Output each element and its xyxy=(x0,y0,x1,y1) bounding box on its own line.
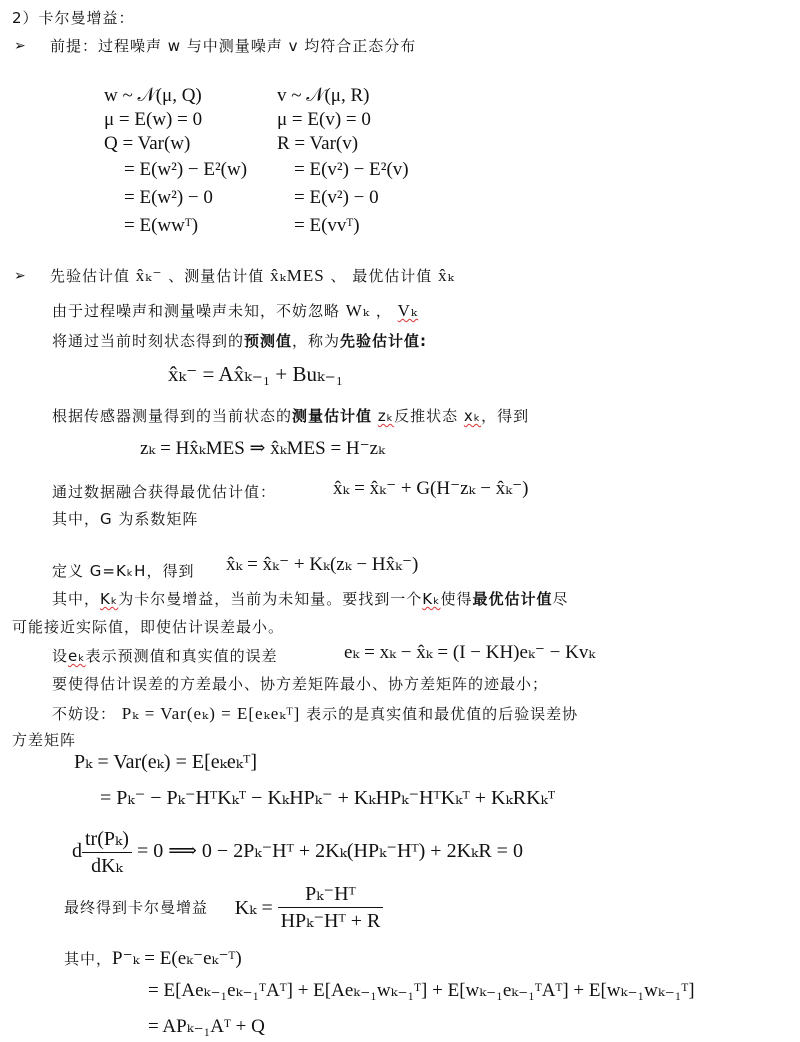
p-minus-eq: P⁻ₖ = E(eₖ⁻eₖ⁻ᵀ) xyxy=(112,948,242,969)
para-posterior xyxy=(52,704,578,724)
para-posterior-text1: 不妨设： xyxy=(52,705,117,723)
bold-measurement-estimate: 测量估计值 xyxy=(292,407,373,425)
final-gain-row xyxy=(64,882,383,933)
eq-v-line-2: μ = E(v) = 0 xyxy=(277,109,371,130)
eq-v-line-6: = E(vvᵀ) xyxy=(294,215,360,236)
eq-measurement: zₖ = Hx̂ₖMES ⇒ x̂ₖMES = H⁻zₖ xyxy=(140,438,386,459)
estimates-sep-2: 、 最优估计值 xyxy=(330,267,433,285)
prior-estimate-symbol: x̂ₖ⁻ xyxy=(135,266,163,285)
para-fusion: 通过数据融合获得最优估计值： xyxy=(52,483,277,501)
premise-text: 前提：过程噪声 w 与中测量噪声 v 均符合正态分布 xyxy=(50,37,417,55)
eq-w-line-3: Q = Var(w) xyxy=(104,133,191,154)
eq-v-line-4: = E(v²) − E²(v) xyxy=(294,159,409,180)
eq-optimal-estimate: x̂ₖ = x̂ₖ⁻ + Kₖ(zₖ − Hx̂ₖ⁻) xyxy=(226,554,419,575)
bold-prior-estimate: 先验估计值: xyxy=(340,332,428,350)
para-prior-text: 将通过当前时刻状态得到的 xyxy=(52,332,245,350)
estimates-sep-1: 、测量估计值 xyxy=(168,267,265,285)
comma: ， xyxy=(375,302,392,320)
eq-w-line-6: = E(wwᵀ) xyxy=(124,215,199,236)
para-posterior-line2: 方差矩阵 xyxy=(12,731,77,749)
final-gain-numerator: Pₖ⁻Hᵀ xyxy=(278,882,384,908)
optimal-estimate-symbol: x̂ₖ xyxy=(438,266,455,285)
eq-v-line-1: v ~ 𝒩(μ, R) xyxy=(277,85,370,106)
para-error-definition xyxy=(52,647,278,665)
eq-v-line-5: = E(v²) − 0 xyxy=(294,187,379,208)
bullet-icon: ➢ xyxy=(14,268,26,284)
eq-w-line-2: μ = E(w) = 0 xyxy=(104,109,203,130)
para-ignore-noise xyxy=(52,301,418,321)
para-ignore-noise-text: 由于过程噪声和测量噪声未知，不妨忽略 xyxy=(52,302,341,320)
para-kalman-gain xyxy=(52,590,569,608)
para-measurement-text: 根据传感器测量得到的当前状态的 xyxy=(52,407,293,425)
deriv-numerator: tr(Pₖ) xyxy=(82,827,132,853)
para-posterior-text2: 表示的是真实值和最优值的后验误差协 xyxy=(306,705,579,723)
k-symbol: Kₖ xyxy=(100,590,119,608)
eq-v-line-3: R = Var(v) xyxy=(277,133,359,154)
measurement-estimate-symbol: x̂ₖMES xyxy=(270,266,325,285)
eq-posterior-inline: Pₖ = Var(eₖ) = E[eₖeₖᵀ] xyxy=(121,704,301,723)
deriv-fraction xyxy=(82,827,132,878)
deriv-d: d xyxy=(72,840,82,863)
v-symbol: Vₖ xyxy=(397,301,419,320)
para-error-text1: 设 xyxy=(52,647,69,665)
eq-p-line-2: = Pₖ⁻ − Pₖ⁻HᵀKₖᵀ − KₖHPₖ⁻ + KₖHPₖ⁻HᵀKₖᵀ + KₖRKₖᵀ xyxy=(100,787,556,809)
bullet-icon: ➢ xyxy=(14,38,26,54)
eq-w-line-4: = E(w²) − E²(w) xyxy=(124,159,248,180)
deriv-rest: = 0 ⟹ 0 − 2Pₖ⁻Hᵀ + 2Kₖ(HPₖ⁻Hᵀ) + 2KₖR = 0 xyxy=(136,840,523,863)
para-coefficient: 其中，G 为系数矩阵 xyxy=(52,510,199,528)
eq-p-line-1: Pₖ = Var(eₖ) = E[eₖeₖᵀ] xyxy=(74,751,257,773)
eq-w-line-5: = E(w²) − 0 xyxy=(124,187,213,208)
para-minimize: 要使得估计误差的方差最小、协方差矩阵最小、协方差矩阵的迹最小； xyxy=(52,675,549,693)
k-symbol: Kₖ xyxy=(422,590,441,608)
para-define-g: 定义 G=KₖH，得到 xyxy=(52,562,195,580)
para-error-text2: 表示预测值和真实值的误差 xyxy=(85,647,278,665)
final-gain-denominator: HPₖ⁻Hᵀ + R xyxy=(280,910,381,932)
estimates-prior-label: 先验估计值 xyxy=(50,267,131,285)
deriv-denominator: dKₖ xyxy=(91,855,123,877)
para-kalman-gain-line2: 可能接近实际值，即使估计误差最小。 xyxy=(12,618,285,636)
para-measurement-mid: 反推状态 xyxy=(394,407,459,425)
p-minus-line-2: = E[Aeₖ₋₁eₖ₋₁ᵀAᵀ] + E[Aeₖ₋₁wₖ₋₁ᵀ] + E[wₖ₋₁eₖ₋₁ᵀAᵀ] + E[wₖ₋₁wₖ₋₁ᵀ] xyxy=(148,980,695,1001)
e-symbol: eₖ xyxy=(68,647,86,665)
eq-derivative xyxy=(72,827,523,878)
final-gain-lhs: Kₖ = xyxy=(234,896,273,919)
eq-fusion: x̂ₖ = x̂ₖ⁻ + G(H⁻zₖ − x̂ₖ⁻) xyxy=(333,478,529,499)
para-kg-text3: 使得 xyxy=(440,590,473,608)
w-symbol: Wₖ xyxy=(345,301,371,320)
eq-prior-estimate: x̂ₖ⁻ = Ax̂ₖ₋₁ + Buₖ₋₁ xyxy=(168,362,344,386)
para-kg-text1: 其中， xyxy=(52,590,101,608)
para-prior-definition xyxy=(52,332,427,350)
z-symbol: zₖ xyxy=(377,407,395,425)
eq-w-line-1: w ~ 𝒩(μ, Q) xyxy=(104,85,202,106)
para-prior-mid: ，称为 xyxy=(292,332,341,350)
eq-error: eₖ = xₖ − x̂ₖ = (I − KH)eₖ⁻ − Kvₖ xyxy=(344,642,596,663)
x-symbol: xₖ xyxy=(463,407,482,425)
bold-optimal-estimate: 最优估计值 xyxy=(472,590,553,608)
p-minus-line-1 xyxy=(64,948,242,971)
p-minus-line-3: = APₖ₋₁Aᵀ + Q xyxy=(148,1016,265,1037)
section-title: 2）卡尔曼增益： xyxy=(12,9,135,27)
estimates-heading xyxy=(50,266,455,286)
bold-predicted-value: 预测值 xyxy=(244,332,293,350)
para-measurement xyxy=(52,407,529,425)
final-gain-fraction xyxy=(278,882,384,933)
p-minus-text: 其中， xyxy=(64,950,113,968)
para-measurement-end: ，得到 xyxy=(481,407,530,425)
para-kg-text2: 为卡尔曼增益，当前为未知量。要找到一个 xyxy=(118,590,423,608)
final-gain-text: 最终得到卡尔曼增益 xyxy=(64,898,209,917)
para-kg-text4: 尽 xyxy=(552,590,569,608)
